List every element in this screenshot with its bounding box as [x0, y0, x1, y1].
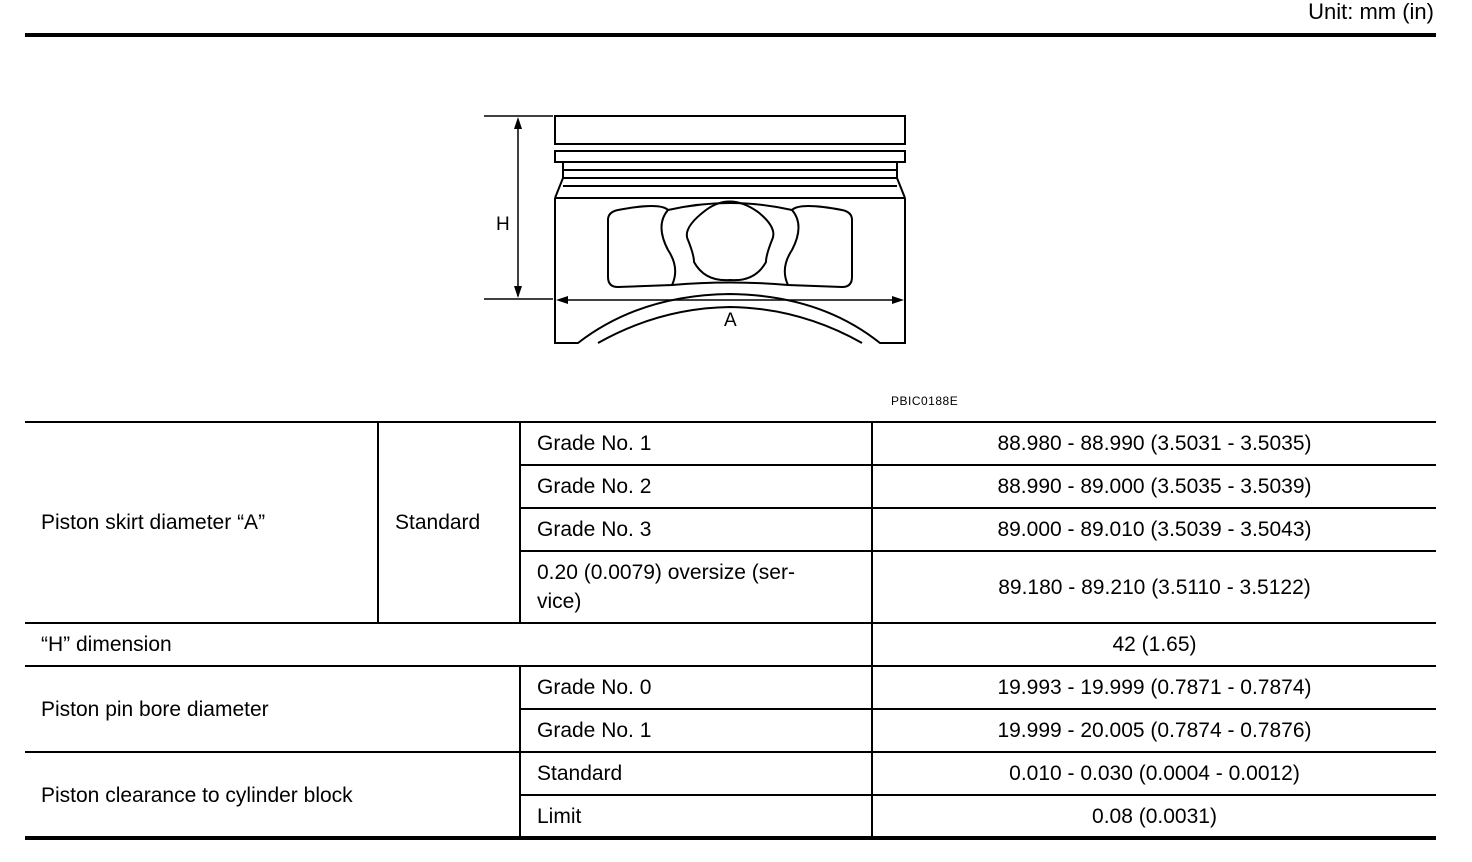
- table-row: [25, 623, 1436, 666]
- piston-pin-boss-right: [785, 206, 852, 287]
- figure-code: PBIC0188E: [891, 394, 959, 408]
- grade-cell: Grade No. 0: [520, 666, 872, 709]
- grade-cell: Grade No. 1: [520, 709, 872, 752]
- grade-cell: Grade No. 2: [520, 465, 872, 508]
- bottom-rule: [25, 836, 1436, 840]
- grade-cell: Grade No. 1: [520, 422, 872, 465]
- grade-cell: Standard: [520, 752, 872, 795]
- h-dimension-row-label: “H” dimension: [25, 623, 872, 666]
- value-cell: 88.980 - 88.990 (3.5031 - 3.5035): [872, 422, 1436, 465]
- grade-cell-oversize: [520, 551, 872, 623]
- oversize-line-2: vice): [537, 590, 582, 613]
- table-row: [25, 666, 1436, 709]
- value-cell: 0.08 (0.0031): [872, 795, 1436, 838]
- oversize-line-1: 0.20 (0.0079) oversize (ser-: [537, 561, 795, 584]
- piston-pin-hole: [687, 201, 774, 280]
- piston-crown: [555, 116, 905, 144]
- a-dimension-label: A: [724, 310, 737, 331]
- skirt-standard-label: Standard: [378, 422, 520, 623]
- grade-cell: Grade No. 3: [520, 508, 872, 551]
- unit-label: Unit: mm (in): [1308, 0, 1434, 24]
- piston-ring-land: [555, 151, 905, 162]
- skirt-diameter-label: Piston skirt diameter “A”: [25, 422, 378, 623]
- value-cell: 42 (1.65): [872, 623, 1436, 666]
- value-cell: 88.990 - 89.000 (3.5035 - 3.5039): [872, 465, 1436, 508]
- table-row: [25, 422, 1436, 465]
- top-rule: [25, 33, 1436, 37]
- piston-pin-boss-left: [608, 206, 675, 287]
- piston-diagram: [480, 110, 920, 350]
- value-cell: 89.180 - 89.210 (3.5110 - 3.5122): [872, 551, 1436, 623]
- table-row: [25, 752, 1436, 795]
- value-cell: 0.010 - 0.030 (0.0004 - 0.0012): [872, 752, 1436, 795]
- value-cell: 19.999 - 20.005 (0.7874 - 0.7876): [872, 709, 1436, 752]
- value-cell: 19.993 - 19.999 (0.7871 - 0.7874): [872, 666, 1436, 709]
- grade-cell: Limit: [520, 795, 872, 838]
- clearance-label: Piston clearance to cylinder block: [25, 752, 520, 838]
- value-cell: 89.000 - 89.010 (3.5039 - 3.5043): [872, 508, 1436, 551]
- pin-bore-label: Piston pin bore diameter: [25, 666, 520, 752]
- piston-spec-table: [25, 421, 1436, 839]
- h-dimension-label: H: [496, 214, 510, 235]
